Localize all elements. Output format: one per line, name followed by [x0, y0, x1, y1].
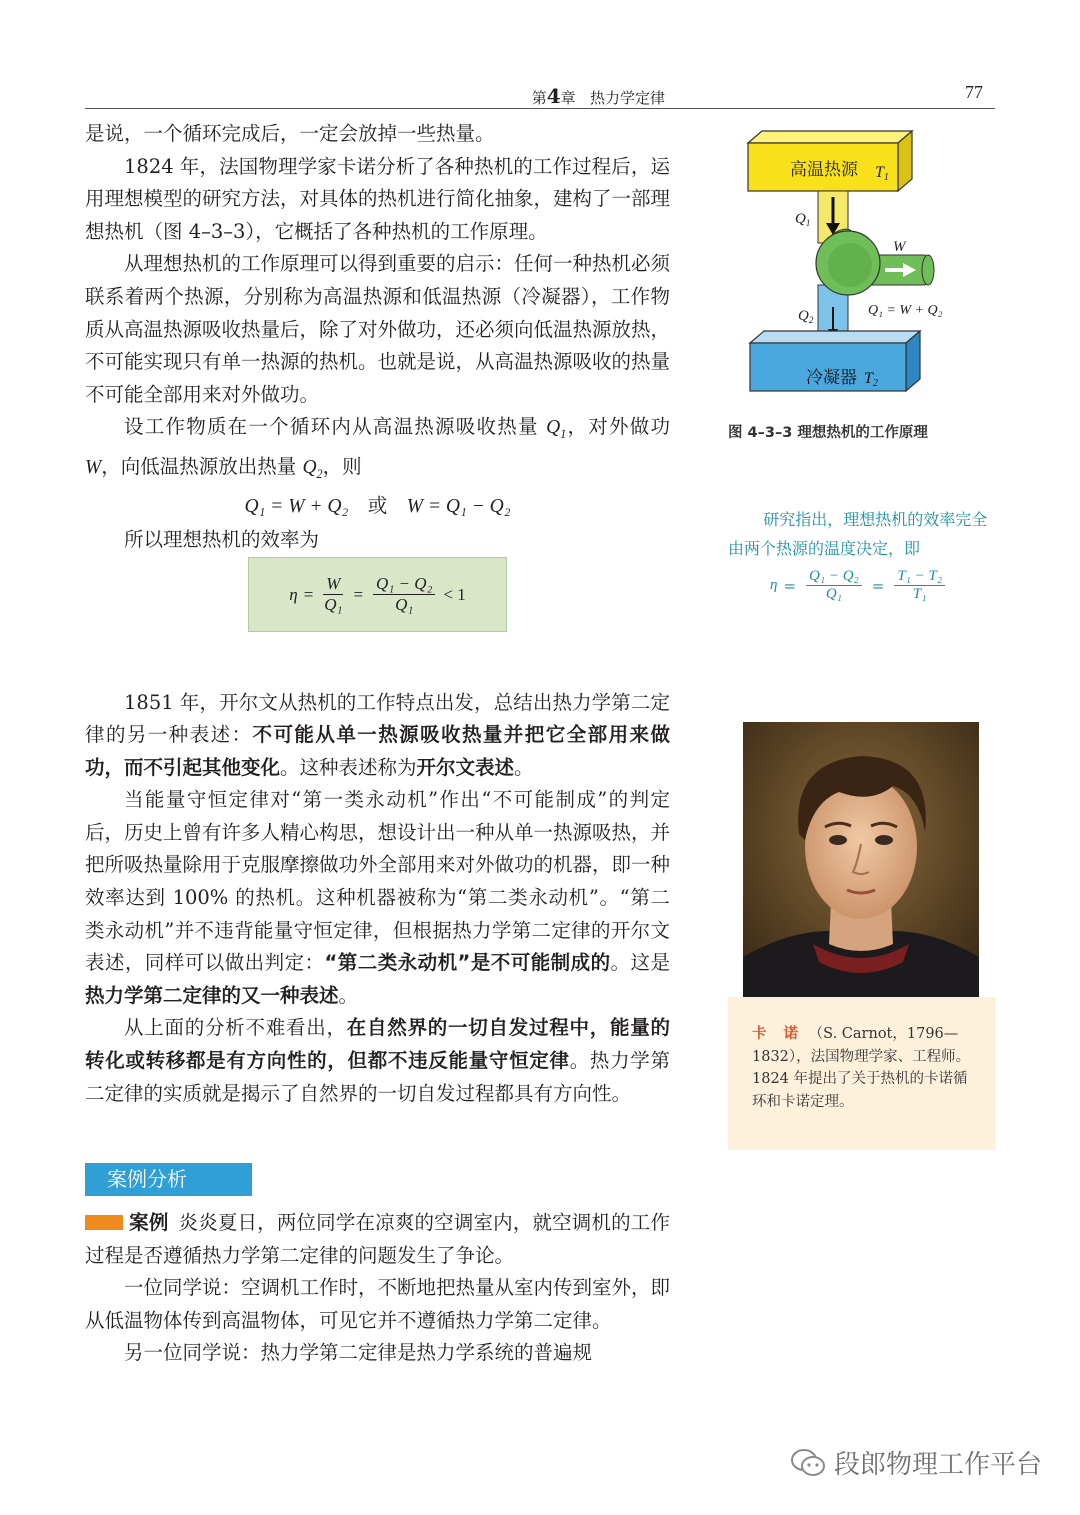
p4-text-a: 设工作物质在一个循环内从高温热源吸收热量 — [124, 415, 547, 439]
side-note-text: 研究指出，理想热机的效率完全由两个热源的温度决定，即 — [728, 510, 988, 558]
biography-name: 卡 诺 — [752, 1026, 805, 1042]
sub-1: 1 — [883, 172, 889, 183]
case-paragraph-2: 一位同学说：空调机工作时，不断地把热量从室内传到室外，即从低温物体传到高温物体，可见它并不遵循热力学第二定律。 — [85, 1276, 671, 1332]
direction-statement: 在自然界的一切自发过程中，能量的转化或转移都是有方向性的，但都不违反能量守恒定律 — [85, 1016, 670, 1073]
kelvin-statement: 不可能从单一热源吸收热量并把它全部用来做功，而不引起其他变化 — [85, 723, 670, 779]
case-analysis-banner: 案例分析 — [85, 1163, 252, 1196]
case-label: 案例 — [129, 1211, 169, 1234]
cold-source-top — [750, 331, 920, 343]
fraction-denominator: Q₁ — [395, 595, 414, 614]
case-section — [85, 1207, 670, 1370]
fraction-numerator: Q₁ − Q₂ — [806, 568, 862, 586]
fraction-diff-q1 — [373, 574, 435, 615]
direction-text-a: 从上面的分析不难看出， — [124, 1016, 347, 1040]
eta-symbol: η — [770, 577, 778, 593]
p4-text-c: ，向低温热源放出热量 — [101, 454, 303, 478]
case-marker-icon — [85, 1215, 123, 1230]
case-text-1: 炎炎夏日，两位同学在凉爽的空调室内，就空调机的工作过程是否遵循热力学第二定律的问题发生了争论。 — [85, 1211, 670, 1267]
page-number: 77 — [965, 82, 983, 102]
p4-text-d: ，则 — [322, 454, 362, 478]
carnot-efficiency-formula — [770, 568, 949, 603]
fraction-heat — [806, 568, 862, 603]
energy-equation — [85, 490, 670, 524]
biography-description: （S. Carnot，1796—1832），法国物理学家、工程师。1824 年提出了关于热机的卡诺循环和卡诺定理。 — [752, 1026, 971, 1110]
q-letter: Q — [546, 417, 561, 439]
w-label: W — [893, 239, 906, 255]
fraction-denominator: Q₁ — [324, 595, 343, 614]
kelvin-text-e: 。 — [514, 755, 534, 779]
equation-left: Q₁ = W + Q₂ — [244, 496, 349, 518]
fraction-denominator: T₁ — [912, 586, 927, 602]
perpetual-text-a: 当能量守恒定律对“第一类永动机”作出“不可能制成”的判定后，历史上曾有许多人精心构思，想设计出一种从单一热源吸热，并把所吸热量除用于克服摩擦做功外全部用来对外做功的机器，即一种效率达到 100% 的热机。这种机器被称为“第二类永动机”。“第二类永动机”并不违背能量守恒定律，但根据热力学第二定律的开尔文表述，同样可以做出判定： — [85, 788, 671, 975]
sub-2: 2 — [808, 315, 814, 325]
fraction-numerator: W — [323, 574, 343, 595]
efficiency-formula-box — [248, 557, 507, 632]
equals-sign: = — [303, 584, 314, 604]
right-eye — [875, 835, 893, 845]
case-paragraph-1 — [85, 1207, 670, 1272]
q2-label — [798, 308, 814, 325]
chapter-prefix: 第 — [531, 89, 547, 107]
less-than-one: < 1 — [443, 584, 466, 604]
perpetual-text-e: 。 — [338, 983, 359, 1007]
efficiency-formula — [249, 558, 506, 631]
sub-1: 1 — [805, 218, 811, 228]
kelvin-term: 开尔文表述 — [416, 755, 515, 779]
paragraph-3: 从理想热机的工作原理可以得到重要的启示：任何一种热机必须联系着两个热源，分别称为高温热源和低温热源（冷凝器），工作物质从高温热源吸收热量后，除了对外做功，还必须向低温热源放热，不可能实现只有单一热源的热机。也就是说，从高温热源吸收的热量不可能全部用来对外做功。 — [85, 252, 671, 406]
perpetual-text-c: 。这是 — [610, 951, 670, 975]
p4-text-b: ，对外做功 — [566, 415, 670, 439]
side-note — [728, 505, 998, 563]
case-paragraph-3: 另一位同学说：热力学第二定律是热力学系统的普遍规 — [124, 1341, 593, 1365]
q-letter: Q — [795, 211, 806, 227]
figure-caption: 图 4–3–3 理想热机的工作原理 — [728, 425, 928, 441]
paragraph-perpetual — [85, 784, 670, 1012]
q-letter: Q — [798, 308, 809, 324]
perpetual-statement: “第二类永动机”是不可能制成的 — [324, 951, 611, 975]
w-symbol: W — [85, 456, 102, 478]
watermark — [790, 1444, 1042, 1481]
fraction-numerator: T₁ − T₂ — [894, 568, 945, 586]
fraction-temperature — [894, 568, 945, 603]
paragraph-direction — [85, 1012, 670, 1110]
q-letter: Q — [302, 456, 317, 478]
header-divider — [85, 108, 995, 109]
t-letter: T — [864, 370, 873, 387]
q2-symbol — [302, 456, 323, 481]
work-pipe-end — [922, 255, 934, 285]
equals-sign: = — [871, 576, 885, 595]
paragraph-1: 是说，一个循环完成后，一定会放掉一些热量。 — [85, 122, 495, 145]
paragraph-4 — [85, 411, 670, 490]
equation-or: 或 — [367, 494, 388, 518]
sub-1: 1 — [560, 427, 567, 442]
eta-symbol: η — [289, 584, 298, 604]
q1-label — [795, 211, 810, 228]
energy-relation-label: Q₁ = W + Q₂ — [868, 303, 943, 318]
chapter-name: 热力学定律 — [589, 89, 665, 107]
direction-text-c: 。热力学第二定律的实质就是揭示了自然界的一切自发过程都具有方向性。 — [85, 1049, 670, 1105]
fraction-denominator: Q₁ — [825, 586, 842, 602]
engine-face — [828, 243, 872, 287]
watermark-text: 段郎物理工作平台 — [834, 1450, 1043, 1480]
fraction-numerator: Q₁ − Q₂ — [373, 574, 435, 595]
paragraph-kelvin — [85, 687, 670, 785]
chapter-suffix: 章 — [560, 89, 576, 107]
biography-box — [728, 997, 996, 1150]
page-header — [85, 80, 995, 108]
sub-2: 2 — [872, 378, 878, 389]
paragraph-5: 所以理想热机的效率为 — [124, 527, 320, 551]
chapter-title — [532, 84, 665, 108]
sub-2: 2 — [316, 466, 323, 481]
equals-sign: = — [353, 584, 364, 604]
biography-text — [752, 1023, 974, 1113]
carnot-portrait — [743, 722, 979, 997]
equals-sign: = — [783, 576, 797, 595]
t-letter: T — [875, 164, 884, 181]
equation-right: W = Q₁ − Q₂ — [406, 496, 511, 518]
perpetual-term: 热力学第二定律的又一种表述 — [85, 983, 339, 1007]
left-eye — [829, 835, 847, 845]
paragraph-2: 1824 年，法国物理学家卡诺分析了各种热机的工作过程后，运用理想模型的研究方法，对具体的热机进行简化抽象，建构了一部理想热机（图 4–3–3），它概括了各种热机的工作原理。 — [85, 154, 671, 243]
fraction-w-q1 — [323, 574, 343, 615]
heat-engine-diagram — [740, 125, 980, 415]
cold-source-label: 冷凝器 — [806, 368, 857, 388]
kelvin-text-a: 1851 年，开尔文从热机的工作特点出发，总结出热力学第二定律的另一种表述： — [85, 690, 670, 747]
chapter-number: 4 — [546, 84, 561, 108]
wechat-icon — [790, 1448, 826, 1478]
hot-source-label: 高温热源 — [790, 160, 858, 180]
q1-symbol — [546, 417, 567, 442]
kelvin-text-c: 。这种表述称为 — [280, 755, 417, 779]
hot-source-top — [748, 131, 912, 143]
